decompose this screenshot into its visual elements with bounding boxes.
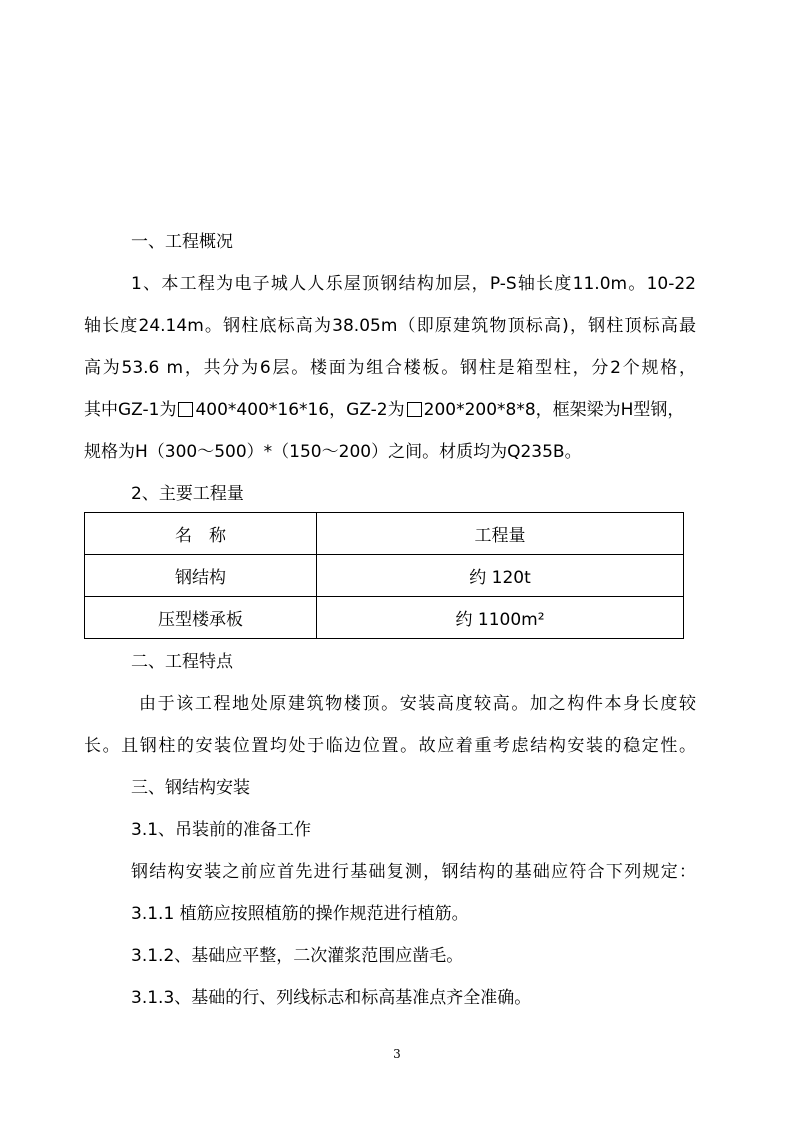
section-1-heading: 一、工程概况 xyxy=(131,232,233,252)
features-paragraph-line-1: 由于该工程地处原建筑物楼顶。安装高度较高。加之构件本身长度较 xyxy=(139,694,696,714)
box-section-symbol xyxy=(178,402,193,417)
overview-paragraph-line-1: 1、本工程为电子城人人乐屋顶钢结构加层，P-S轴长度11.0m。10-22 xyxy=(131,274,696,294)
quantities-subheading: 2、主要工程量 xyxy=(131,484,244,504)
item-3-1-3: 3.1.3、基础的行、列线标志和标高基准点齐全准确。 xyxy=(131,988,532,1008)
table-cell-qty: 约 120t xyxy=(317,555,684,597)
table-cell-name: 钢结构 xyxy=(85,555,317,597)
item-3-1-1: 3.1.1 植筋应按照植筋的操作规范进行植筋。 xyxy=(131,904,469,924)
table-row xyxy=(85,555,684,597)
line-4-part-a: 其中GZ-1为 xyxy=(84,400,177,420)
table-row xyxy=(85,597,684,639)
overview-paragraph-line-3: 高为53.6 m，共分为6层。楼面为组合楼板。钢柱是箱型柱，分2个规格， xyxy=(84,358,696,378)
features-paragraph-line-2: 长。且钢柱的安装位置均处于临边位置。故应着重考虑结构安装的稳定性。 xyxy=(84,736,696,756)
item-3-1-2: 3.1.2、基础应平整，二次灌浆范围应凿毛。 xyxy=(131,946,464,966)
line-4-part-b: 400*400*16*16，GZ-2为 xyxy=(195,400,405,420)
overview-paragraph-line-5: 规格为H（300～500）*（150～200）之间。材质均为Q235B。 xyxy=(84,442,582,462)
quantities-table xyxy=(84,512,684,639)
table-header-row xyxy=(85,513,684,555)
overview-paragraph-line-4 xyxy=(84,399,696,421)
box-section-symbol xyxy=(407,402,422,417)
section-3-heading: 三、钢结构安装 xyxy=(131,778,250,798)
line-4-part-c: 200*200*8*8，框架梁为H型钢， xyxy=(423,400,685,420)
section-3-1-paragraph: 钢结构安装之前应首先进行基础复测，钢结构的基础应符合下列规定： xyxy=(131,862,696,882)
table-cell-name: 压型楼承板 xyxy=(85,597,317,639)
section-2-heading: 二、工程特点 xyxy=(131,652,233,672)
table-cell-qty: 约 1100m² xyxy=(317,597,684,639)
page-number: 3 xyxy=(393,1047,401,1061)
table-header-cell: 名 称 xyxy=(85,513,317,555)
overview-paragraph-line-2: 轴长度24.14m。钢柱底标高为38.05m（即原建筑物顶标高)，钢柱顶标高最 xyxy=(84,316,696,336)
section-3-1-heading: 3.1、吊装前的准备工作 xyxy=(131,820,312,840)
table-header-cell: 工程量 xyxy=(317,513,684,555)
